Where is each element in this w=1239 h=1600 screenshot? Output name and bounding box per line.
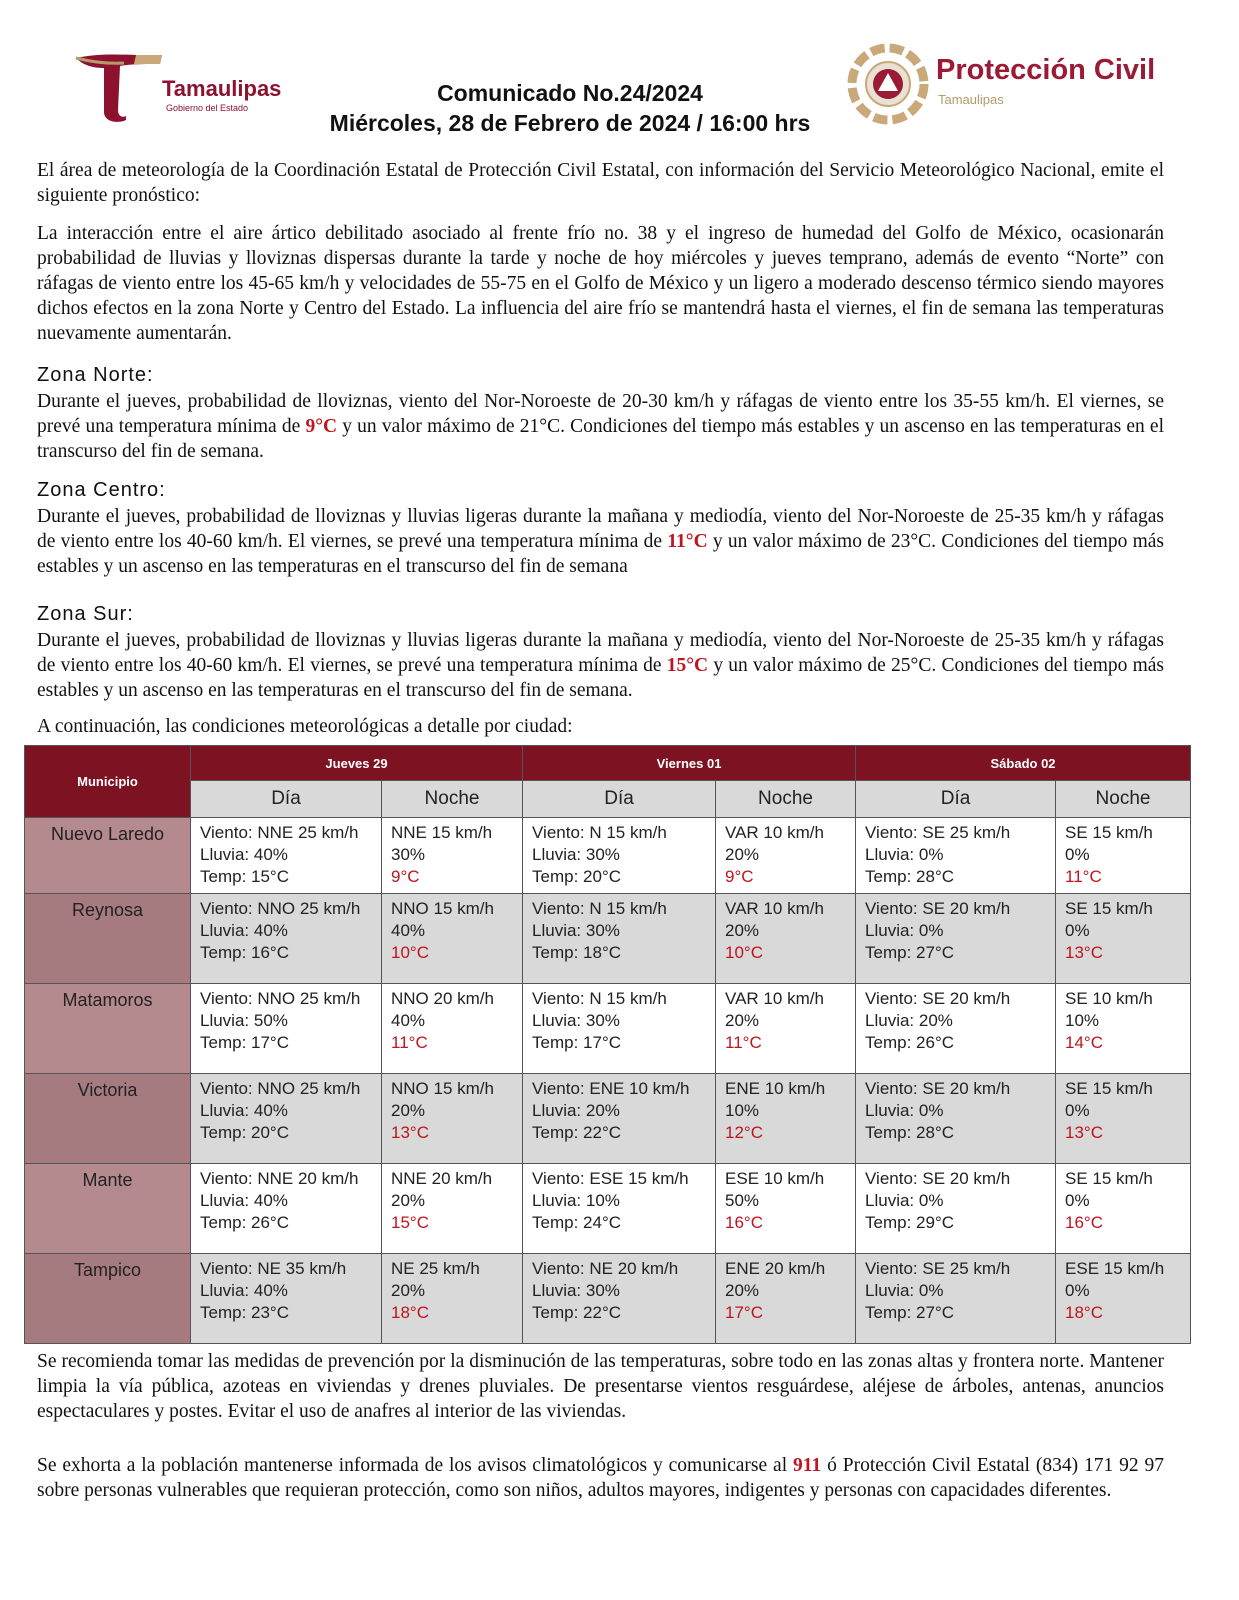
temp-value: Temp: 26°C (865, 1033, 955, 1052)
rain-value: Lluvia: 50% (200, 1011, 288, 1030)
temp-value: Temp: 20°C (200, 1123, 290, 1142)
temp-value: Temp: 23°C (200, 1303, 290, 1322)
wind-value: Viento: N 15 km/h (532, 899, 667, 918)
rain-value: 20% (391, 1281, 426, 1300)
rain-value: 0% (1065, 1281, 1090, 1300)
day-forecast-cell (856, 818, 1056, 894)
temp-value: Temp: 22°C (532, 1303, 622, 1322)
summary-paragraph: La interacción entre el aire ártico debilitado asociado al frente frío no. 38 y el ingreso de humedad del Golfo de México, ocasionarán probabilidad de lluvias y lloviznas dispersas durante la tarde y noche de hoy miércoles y jueves temprano, además de evento “Norte” con ráfagas de viento entre los 45-65 km/h y velocidades de 55-75 en el Golfo de México y un ligero a moderado descenso térmico siendo mayores dichos efectos en la zona Norte y Centro del Estado. La influencia del aire frío se mantendrá hasta el viernes, el fin de semana las temperaturas nuevamente aumentarán. (37, 223, 1164, 344)
wind-value: NNO 15 km/h (391, 1079, 494, 1098)
rain-value: 10% (1065, 1011, 1100, 1030)
day-header-sabado: Sábado 02 (856, 746, 1191, 781)
wind-value: Viento: ESE 15 km/h (532, 1169, 689, 1188)
temp-value: Temp: 20°C (532, 867, 622, 886)
city-name: Nuevo Laredo (25, 818, 191, 894)
wind-value: Viento: SE 20 km/h (865, 1079, 1011, 1098)
temp-value: Temp: 28°C (865, 867, 955, 886)
intro-paragraph: El área de meteorología de la Coordinación Estatal de Protección Civil Estatal, con información del Servicio Meteorológico Nacional, emite el siguiente pronóstico: (37, 160, 1164, 206)
temp-value: Temp: 29°C (865, 1213, 955, 1232)
rain-value: 50% (725, 1191, 760, 1210)
night-forecast-cell (382, 894, 523, 984)
day-forecast-cell (523, 1074, 716, 1164)
wind-value: Viento: NE 35 km/h (200, 1259, 347, 1278)
night-min-temp: 13°C (1065, 1123, 1103, 1142)
table-row (25, 818, 1191, 894)
night-forecast-cell (382, 1074, 523, 1164)
rain-value: 0% (1065, 1101, 1090, 1120)
table-row (25, 984, 1191, 1074)
night-forecast-cell (382, 984, 523, 1074)
temp-value: Temp: 22°C (532, 1123, 622, 1142)
day-forecast-cell (856, 1164, 1056, 1254)
wind-value: NE 25 km/h (391, 1259, 480, 1278)
wind-value: SE 15 km/h (1065, 899, 1153, 918)
night-forecast-cell (716, 894, 856, 984)
night-forecast-cell (716, 1254, 856, 1344)
night-min-temp: 12°C (725, 1123, 763, 1142)
city-name: Victoria (25, 1074, 191, 1164)
wind-value: SE 15 km/h (1065, 823, 1153, 842)
city-name: Mante (25, 1164, 191, 1254)
temp-value: Temp: 18°C (532, 943, 622, 962)
night-min-temp: 16°C (1065, 1213, 1103, 1232)
forecast-table-body (25, 818, 1191, 1344)
temp-value: Temp: 26°C (200, 1213, 290, 1232)
night-min-temp: 9°C (391, 867, 420, 886)
day-forecast-cell (856, 1254, 1056, 1344)
night-forecast-cell (716, 984, 856, 1074)
wind-value: ENE 10 km/h (725, 1079, 826, 1098)
rain-value: 0% (1065, 921, 1090, 940)
night-min-temp: 13°C (391, 1123, 429, 1142)
zone-norte-min-temp: 9°C (305, 416, 338, 437)
communique-title (300, 78, 840, 138)
rain-value: Lluvia: 0% (865, 1191, 944, 1210)
rain-value: 0% (1065, 1191, 1090, 1210)
wind-value: NNO 20 km/h (391, 989, 494, 1008)
rain-value: Lluvia: 40% (200, 845, 288, 864)
day-forecast-cell (191, 1164, 382, 1254)
communique-date: Miércoles, 28 de Febrero de 2024 / 16:00 hrs (329, 110, 811, 136)
rain-value: Lluvia: 10% (532, 1191, 620, 1210)
night-forecast-cell (1056, 818, 1191, 894)
wind-value: ESE 10 km/h (725, 1169, 825, 1188)
night-min-temp: 18°C (391, 1303, 429, 1322)
noche-header: Noche (382, 781, 523, 818)
night-forecast-cell (1056, 894, 1191, 984)
noche-header: Noche (716, 781, 856, 818)
day-forecast-cell (523, 818, 716, 894)
rain-value: Lluvia: 0% (865, 1281, 944, 1300)
day-forecast-cell (856, 1074, 1056, 1164)
wind-value: SE 15 km/h (1065, 1079, 1153, 1098)
wind-value: Viento: NE 20 km/h (532, 1259, 679, 1278)
day-forecast-cell (856, 894, 1056, 984)
closing-paragraph: Se exhorta a la población mantenerse informada de los avisos climatológicos y comunicarse al 911 ó Protección Civil Estatal (834) 171 92 97 sobre personas vulnerables que requieran protección, como son niños, adultos mayores, indigentes y personas con capacidades diferentes. (37, 1455, 1164, 1501)
day-forecast-cell (523, 984, 716, 1074)
rain-value: Lluvia: 40% (200, 1281, 288, 1300)
rain-value: Lluvia: 30% (532, 1011, 620, 1030)
night-min-temp: 18°C (1065, 1303, 1103, 1322)
wind-value: Viento: NNO 25 km/h (200, 989, 361, 1008)
wind-value: Viento: SE 25 km/h (865, 1259, 1011, 1278)
wind-value: NNO 15 km/h (391, 899, 494, 918)
rain-value: 20% (725, 1011, 760, 1030)
day-forecast-cell (191, 1254, 382, 1344)
night-forecast-cell (716, 818, 856, 894)
rain-value: 20% (725, 921, 760, 940)
night-min-temp: 13°C (1065, 943, 1103, 962)
zone-centro-min-temp: 11°C (667, 531, 708, 552)
wind-value: Viento: NNE 20 km/h (200, 1169, 359, 1188)
night-min-temp: 9°C (725, 867, 754, 886)
night-min-temp: 11°C (1065, 867, 1102, 886)
temp-value: Temp: 16°C (200, 943, 290, 962)
day-forecast-cell (191, 818, 382, 894)
temp-value: Temp: 27°C (865, 1303, 955, 1322)
wind-value: Viento: SE 25 km/h (865, 823, 1011, 842)
proteccion-civil-logo (846, 42, 1186, 126)
municipio-header: Municipio (25, 746, 191, 818)
temp-value: Temp: 24°C (532, 1213, 622, 1232)
night-forecast-cell (716, 1164, 856, 1254)
zone-norte-text: Durante el jueves, probabilidad de lloviznas, viento del Nor-Noroeste de 20-30 km/h y ráfagas de viento entre los 35-55 km/h. El viernes, se prevé una temperatura mínima de 9°C y un valor máximo de 21°C. Condiciones del tiempo más estables y un ascenso en las temperaturas en el transcurso del fin de semana. (37, 391, 1164, 462)
wind-value: Viento: SE 20 km/h (865, 1169, 1011, 1188)
night-forecast-cell (1056, 1164, 1191, 1254)
emergency-number: 911 (793, 1455, 822, 1476)
zone-norte-title: Zona Norte: (37, 364, 154, 386)
wind-value: SE 10 km/h (1065, 989, 1153, 1008)
wind-value: SE 15 km/h (1065, 1169, 1153, 1188)
communique-number: Comunicado No.24/2024 (437, 80, 703, 106)
day-header-viernes: Viernes 01 (523, 746, 856, 781)
day-forecast-cell (523, 894, 716, 984)
rain-value: Lluvia: 30% (532, 1281, 620, 1300)
rain-value: 30% (391, 845, 426, 864)
rain-value: 40% (391, 921, 426, 940)
wind-value: Viento: NNO 25 km/h (200, 1079, 361, 1098)
table-row (25, 1074, 1191, 1164)
wind-value: Viento: N 15 km/h (532, 989, 667, 1008)
dia-header: Día (523, 781, 716, 818)
zone-sur-title: Zona Sur: (37, 603, 134, 625)
temp-value: Temp: 28°C (865, 1123, 955, 1142)
night-forecast-cell (716, 1074, 856, 1164)
city-name: Reynosa (25, 894, 191, 984)
temp-value: Temp: 15°C (200, 867, 290, 886)
night-min-temp: 10°C (391, 943, 429, 962)
day-header-jueves: Jueves 29 (191, 746, 523, 781)
wind-value: Viento: ENE 10 km/h (532, 1079, 690, 1098)
rain-value: Lluvia: 40% (200, 1191, 288, 1210)
rain-value: 20% (391, 1191, 426, 1210)
rain-value: 40% (391, 1011, 426, 1030)
noche-header: Noche (1056, 781, 1191, 818)
wind-value: Viento: NNO 25 km/h (200, 899, 361, 918)
night-forecast-cell (382, 1254, 523, 1344)
table-row (25, 1164, 1191, 1254)
day-forecast-cell (856, 984, 1056, 1074)
wind-value: VAR 10 km/h (725, 899, 824, 918)
night-min-temp: 10°C (725, 943, 763, 962)
table-row (25, 1254, 1191, 1344)
tamaulipas-logo-subtitle: Gobierno del Estado (166, 103, 249, 113)
night-forecast-cell (1056, 1074, 1191, 1164)
night-min-temp: 17°C (725, 1303, 763, 1322)
tamaulipas-logo (74, 52, 314, 124)
wind-value: ENE 20 km/h (725, 1259, 826, 1278)
table-row (25, 894, 1191, 984)
tamaulipas-emblem-icon (74, 52, 164, 124)
rain-value: 10% (725, 1101, 760, 1120)
zone-centro-title: Zona Centro: (37, 479, 166, 501)
wind-value: Viento: SE 20 km/h (865, 989, 1011, 1008)
dia-header: Día (856, 781, 1056, 818)
rain-value: 20% (725, 1281, 760, 1300)
night-forecast-cell (382, 818, 523, 894)
day-forecast-cell (191, 894, 382, 984)
proteccion-civil-logo-subtitle: Tamaulipas (938, 92, 1004, 107)
city-name: Tampico (25, 1254, 191, 1344)
rain-value: Lluvia: 20% (865, 1011, 953, 1030)
rain-value: 20% (391, 1101, 426, 1120)
day-forecast-cell (191, 1074, 382, 1164)
rain-value: 0% (1065, 845, 1090, 864)
wind-value: VAR 10 km/h (725, 823, 824, 842)
night-min-temp: 11°C (391, 1033, 428, 1052)
night-forecast-cell (382, 1164, 523, 1254)
rain-value: 20% (725, 845, 760, 864)
city-name: Matamoros (25, 984, 191, 1074)
temp-value: Temp: 17°C (200, 1033, 290, 1052)
dia-header: Día (191, 781, 382, 818)
night-min-temp: 16°C (725, 1213, 763, 1232)
wind-value: Viento: N 15 km/h (532, 823, 667, 842)
temp-value: Temp: 27°C (865, 943, 955, 962)
zone-sur-text: Durante el jueves, probabilidad de lloviznas y lluvias ligeras durante la mañana y mediodía, viento del Nor-Noroeste de 25-35 km/h y ráfagas de viento entre los 40-60 km/h. El viernes, se prevé una temperatura mínima de 15°C y un valor máximo de 25°C. Condiciones del tiempo más estables y un ascenso en las temperaturas en el transcurso del fin de semana. (37, 630, 1164, 701)
wind-value: Viento: SE 20 km/h (865, 899, 1011, 918)
rain-value: Lluvia: 0% (865, 845, 944, 864)
day-forecast-cell (523, 1254, 716, 1344)
proteccion-civil-logo-name: Protección Civil (936, 54, 1156, 86)
rain-value: Lluvia: 40% (200, 921, 288, 940)
day-forecast-cell (191, 984, 382, 1074)
rain-value: Lluvia: 40% (200, 1101, 288, 1120)
zone-sur-min-temp: 15°C (666, 655, 709, 676)
rain-value: Lluvia: 0% (865, 1101, 944, 1120)
rain-value: Lluvia: 30% (532, 921, 620, 940)
rain-value: Lluvia: 0% (865, 921, 944, 940)
rain-value: Lluvia: 20% (532, 1101, 620, 1120)
wind-value: ESE 15 km/h (1065, 1259, 1165, 1278)
temp-value: Temp: 17°C (532, 1033, 622, 1052)
night-min-temp: 14°C (1065, 1033, 1103, 1052)
night-forecast-cell (1056, 984, 1191, 1074)
night-min-temp: 15°C (391, 1213, 429, 1232)
rain-value: Lluvia: 30% (532, 845, 620, 864)
tamaulipas-logo-name: Tamaulipas (162, 76, 282, 101)
wind-value: NNE 15 km/h (391, 823, 493, 842)
wind-value: NNE 20 km/h (391, 1169, 493, 1188)
wind-value: VAR 10 km/h (725, 989, 824, 1008)
night-min-temp: 11°C (725, 1033, 762, 1052)
recommendation-paragraph: Se recomienda tomar las medidas de prevención por la disminución de las temperaturas, sobre todo en las zonas altas y frontera norte. Mantener limpia la vía pública, azoteas en viviendas y drenes pluviales. De presentarse vientos resguárdese, aléjese de árboles, antenas, anuncios espectaculares y postes. Evitar el uso de anafres al interior de las viviendas. (37, 1351, 1164, 1422)
proteccion-civil-emblem-icon (846, 42, 930, 126)
table-intro: A continuación, las condiciones meteorológicas a detalle por ciudad: (37, 716, 573, 737)
night-forecast-cell (1056, 1254, 1191, 1344)
wind-value: Viento: NNE 25 km/h (200, 823, 359, 842)
zone-centro-text: Durante el jueves, probabilidad de lloviznas y lluvias ligeras durante la mañana y mediodía, viento del Nor-Noroeste de 25-35 km/h y ráfagas de viento entre los 40-60 km/h. El viernes, se prevé una temperatura mínima de 11°C y un valor máximo de 23°C. Condiciones del tiempo más estables y un ascenso en las temperaturas en el transcurso del fin de semana (37, 506, 1164, 577)
forecast-table (24, 745, 1191, 1344)
day-forecast-cell (523, 1164, 716, 1254)
